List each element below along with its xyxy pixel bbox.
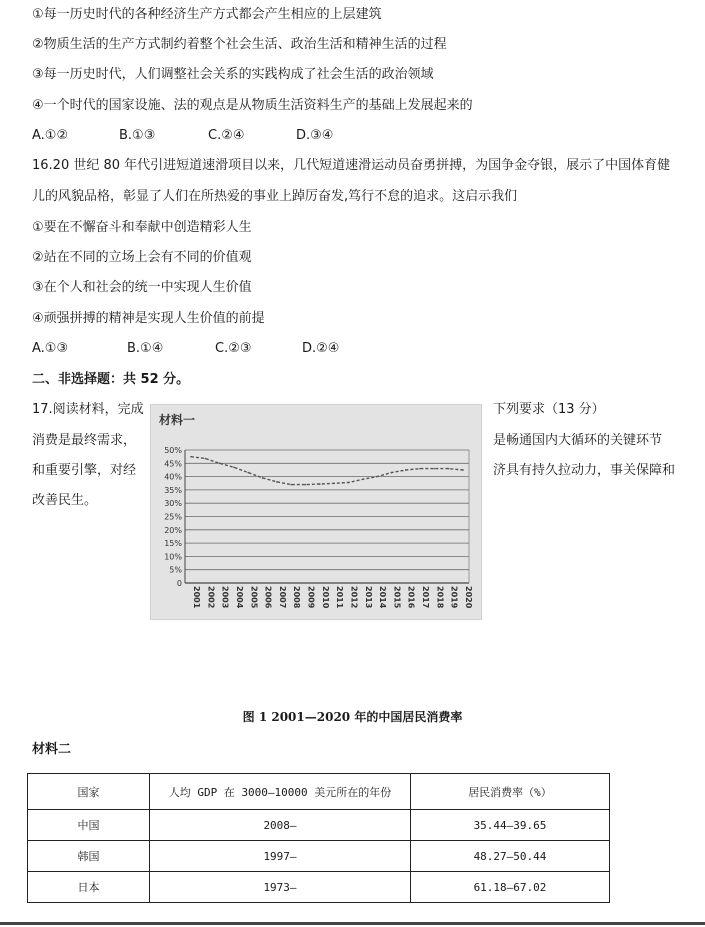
data-point: [290, 484, 292, 486]
x-tick-labels: [192, 586, 473, 609]
cell-rate: 61.18—67.02: [411, 872, 610, 903]
header-consumption-rate: 居民消费率（%）: [411, 774, 610, 810]
x-tick-label: 2007: [277, 586, 287, 609]
chart-grid: [185, 450, 469, 583]
data-point: [262, 477, 264, 479]
option-c[interactable]: C.②④: [208, 128, 245, 143]
data-point: [362, 478, 364, 480]
statement-1: ①每一历史时代的各种经济生产方式都会产生相应的上层建筑: [32, 7, 382, 22]
statement-4: ④一个时代的国家设施、法的观点是从物质生活资料生产的基础上发展起来的: [32, 98, 473, 113]
q17-left-3: 和重要引擎，对经: [32, 463, 137, 478]
q17-left-1: 17.阅读材料，完成: [32, 402, 144, 417]
x-tick-label: 2013: [363, 586, 373, 609]
q16-stem-line1: 16.20 世纪 80 年代引进短道速滑项目以来，几代短道速滑运动员奋勇拼搏，为国争金夺银，展示了中国体育健: [32, 158, 671, 173]
x-tick-label: 2019: [449, 586, 459, 609]
header-years: 人均 GDP 在 3000—10000 美元所在的年份: [150, 774, 411, 810]
q16-option-c[interactable]: C.②③: [215, 341, 252, 356]
y-tick-label: 5%: [169, 565, 182, 575]
y-tick-label: 35%: [164, 485, 182, 495]
q16-option-b[interactable]: B.①④: [127, 341, 164, 356]
header-country: 国家: [28, 774, 150, 810]
data-point: [319, 483, 321, 485]
data-point: [219, 463, 221, 465]
x-tick-label: 2016: [406, 586, 416, 609]
option-b[interactable]: B.①③: [119, 128, 156, 143]
y-tick-label: 50%: [164, 446, 182, 455]
y-tick-label: 30%: [164, 499, 182, 509]
q16-option-a[interactable]: A.①③: [32, 341, 69, 356]
x-tick-label: 2015: [392, 586, 402, 609]
data-point: [376, 476, 378, 478]
table-header-row: [28, 774, 610, 810]
material2-label: 材料二: [32, 742, 72, 757]
q17-right-3: 济具有持久拉动力，事关保障和: [493, 463, 676, 478]
x-tick-label: 2003: [220, 586, 230, 609]
cell-rate: 35.44—39.65: [411, 810, 610, 841]
cell-years: 1997—: [150, 841, 411, 872]
data-point: [462, 469, 464, 471]
data-point: [233, 466, 235, 468]
statement-2: ②物质生活的生产方式制约着整个社会生活、政治生活和精神生活的过程: [32, 37, 447, 52]
section-title: 二、非选择题：共 52 分。: [32, 372, 190, 387]
data-point: [434, 468, 436, 470]
q17-right-2: 是畅通国内大循环的关键环节: [493, 433, 663, 448]
q16-statement-1: ①要在不懈奋斗和奉献中创造精彩人生: [32, 220, 252, 235]
data-point: [448, 468, 450, 470]
y-tick-labels: [164, 446, 182, 588]
q16-statement-2: ②站在不同的立场上会有不同的价值观: [32, 250, 252, 265]
cell-country: 中国: [28, 810, 150, 841]
material2-table: [27, 773, 610, 903]
y-tick-label: 25%: [164, 512, 182, 522]
chart-figure: [150, 404, 482, 620]
table-row: [28, 810, 610, 841]
data-point: [305, 484, 307, 486]
q16-stem-line2: 儿的风貌品格，彰显了人们在所热爱的事业上踔厉奋发,笃行不怠的追求。这启示我们: [32, 189, 518, 204]
x-tick-label: 2005: [249, 586, 259, 609]
cell-years: 2008—: [150, 810, 411, 841]
series-line: [191, 457, 463, 485]
x-tick-label: 2014: [378, 586, 388, 609]
consumption-rate-chart: [151, 405, 483, 621]
option-d[interactable]: D.③④: [296, 128, 334, 143]
option-a[interactable]: A.①②: [32, 128, 69, 143]
data-point: [247, 472, 249, 474]
q16-option-d[interactable]: D.②④: [302, 341, 340, 356]
figure-caption: 图 1 2001—2020 年的中国居民消费率: [242, 710, 463, 724]
x-tick-label: 2020: [464, 586, 473, 609]
y-tick-label: 10%: [164, 552, 182, 562]
data-point: [348, 482, 350, 484]
cell-rate: 48.27—50.44: [411, 841, 610, 872]
chart-title: 材料一: [159, 413, 196, 427]
data-point: [205, 458, 207, 460]
cell-country: 韩国: [28, 841, 150, 872]
y-tick-label: 45%: [164, 459, 182, 469]
data-point: [391, 472, 393, 474]
data-point: [190, 456, 192, 458]
data-point: [419, 468, 421, 470]
statement-3: ③每一历史时代，人们调整社会关系的实践构成了社会生活的政治领域: [32, 67, 434, 82]
cell-years: 1973—: [150, 872, 411, 903]
q17-left-4: 改善民生。: [32, 493, 98, 508]
q17-left-2: 消费是最终需求，: [32, 433, 137, 448]
x-tick-label: 2009: [306, 586, 316, 609]
y-tick-label: 20%: [164, 525, 182, 535]
y-tick-label: 0: [176, 579, 182, 588]
x-tick-label: 2008: [292, 586, 302, 609]
data-point: [276, 481, 278, 483]
x-tick-label: 2010: [320, 586, 330, 609]
q16-statement-4: ④顽强拼搏的精神是实现人生价值的前提: [32, 311, 265, 326]
x-tick-label: 2012: [349, 586, 359, 609]
q16-statement-3: ③在个人和社会的统一中实现人生价值: [32, 280, 252, 295]
x-tick-label: 2018: [435, 586, 445, 609]
x-tick-label: 2001: [192, 586, 201, 609]
x-tick-label: 2006: [263, 586, 273, 609]
cell-country: 日本: [28, 872, 150, 903]
x-tick-label: 2011: [335, 586, 345, 609]
q17-right-1: 下列要求（13 分）: [493, 402, 605, 417]
x-tick-label: 2017: [421, 586, 431, 609]
data-point: [405, 469, 407, 471]
table-row: [28, 841, 610, 872]
x-tick-label: 2004: [234, 586, 244, 609]
table-row: [28, 872, 610, 903]
page-bottom-rule: [0, 922, 705, 925]
chart-series: [190, 456, 464, 486]
y-tick-label: 15%: [164, 539, 182, 549]
data-point: [333, 482, 335, 484]
x-tick-label: 2002: [206, 586, 216, 609]
y-tick-label: 40%: [164, 472, 182, 482]
